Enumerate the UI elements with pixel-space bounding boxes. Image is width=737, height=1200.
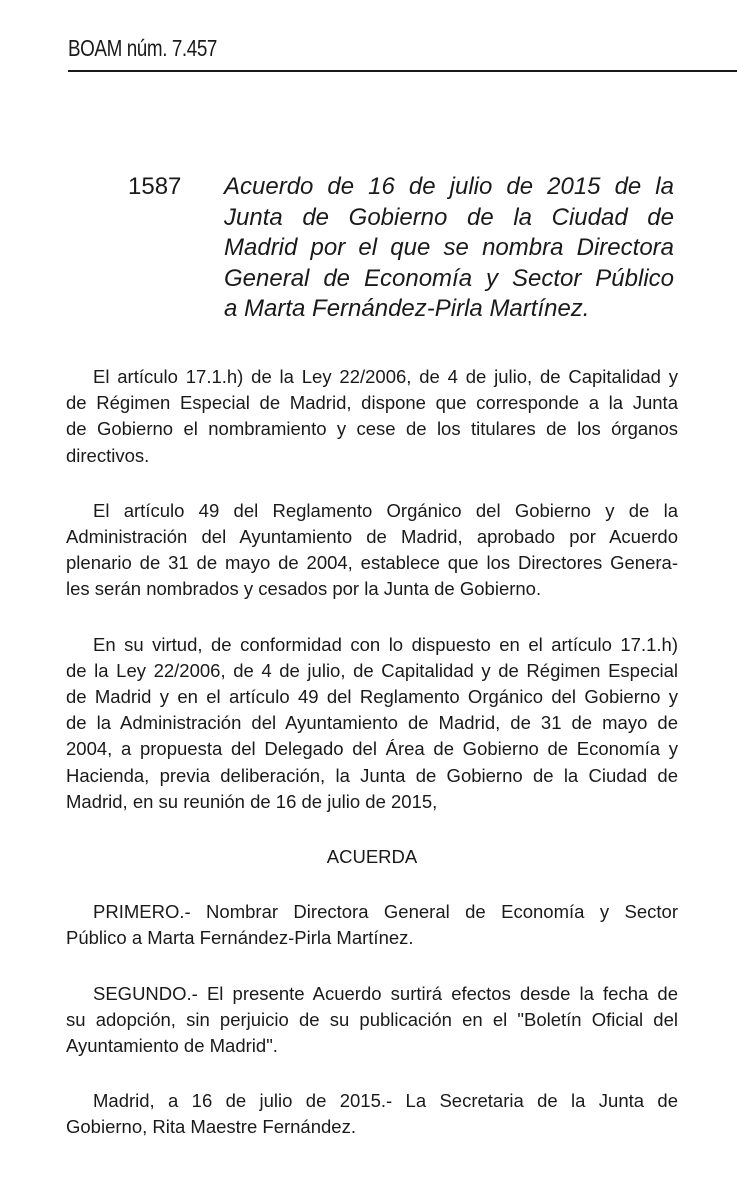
- article-line: su adopción, sin perjuicio de su publicación en el "Boletín Oficial del: [66, 1008, 678, 1030]
- resolution-heading-block: [66, 844, 678, 870]
- paragraph-line: plenario de 31 de mayo de 2004, establece que los Directores Genera-: [66, 552, 678, 574]
- entry-title-line: Acuerdo de 16 de julio de 2015 de la: [224, 173, 674, 200]
- body-paragraph: [66, 364, 678, 469]
- article-primero: [66, 899, 678, 951]
- entry-title-line: a Marta Fernández-Pirla Martínez.: [224, 295, 590, 322]
- paragraph-line: de Madrid y en el artículo 49 del Reglamento Orgánico del Gobierno y: [66, 686, 678, 708]
- signature-block: [66, 1088, 678, 1140]
- page-header: [68, 34, 737, 72]
- paragraph-line: de la Administración del Ayuntamiento de Madrid, de 31 de mayo de: [66, 712, 678, 734]
- body-paragraph: [66, 498, 678, 603]
- article-line: PRIMERO.- Nombrar Directora General de Economía y Sector: [93, 901, 678, 923]
- body-paragraph: [66, 632, 678, 815]
- paragraph-line: El artículo 17.1.h) de la Ley 22/2006, de 4 de julio, de Capitalidad y: [93, 366, 678, 387]
- resolution-heading: ACUERDA: [326, 846, 418, 868]
- article-line: SEGUNDO.- El presente Acuerdo surtirá efectos desde la fecha de: [93, 982, 678, 1004]
- paragraph-line: de Régimen Especial de Madrid, dispone que corresponde a la Junta: [66, 392, 678, 414]
- entry-title-line: General de Economía y Sector Público: [224, 264, 674, 292]
- paragraph-line: de la Ley 22/2006, de 4 de julio, de Capitalidad y de Régimen Especial: [66, 659, 678, 681]
- document-body: [66, 364, 678, 1170]
- article-line: Ayuntamiento de Madrid".: [66, 1035, 278, 1057]
- paragraph-line: de Gobierno el nombramiento y cese de los titulares de los órganos: [66, 418, 678, 440]
- paragraph-line: les serán nombrados y cesados por la Junta de Gobierno.: [66, 578, 542, 600]
- entry-title: [224, 172, 674, 325]
- paragraph-line: Madrid, en su reunión de 16 de julio de 2015,: [66, 790, 438, 812]
- article-segundo: [66, 981, 678, 1060]
- entry-number: 1587: [128, 173, 182, 200]
- paragraph-line: Administración del Ayuntamiento de Madrid, aprobado por Acuerdo: [66, 526, 678, 548]
- signature-line: Madrid, a 16 de julio de 2015.- La Secretaria de la Junta de: [93, 1090, 678, 1112]
- paragraph-line: directivos.: [66, 444, 150, 466]
- entry-title-line: Madrid por el que se nombra Directora: [224, 234, 674, 261]
- paragraph-line: El artículo 49 del Reglamento Orgánico del Gobierno y de la: [93, 499, 678, 521]
- article-line: Público a Marta Fernández-Pirla Martínez.: [66, 927, 414, 949]
- paragraph-line: Hacienda, previa deliberación, la Junta de Gobierno de la Ciudad de: [66, 764, 678, 786]
- paragraph-line: 2004, a propuesta del Delegado del Área de Gobierno de Economía y: [66, 738, 678, 760]
- signature-line: Gobierno, Rita Maestre Fernández.: [66, 1116, 356, 1138]
- paragraph-line: En su virtud, de conformidad con lo dispuesto en el artículo 17.1.h): [93, 633, 678, 655]
- entry-title-line: Junta de Gobierno de la Ciudad de: [224, 203, 674, 231]
- bulletin-number: BOAM núm. 7.457: [68, 35, 217, 61]
